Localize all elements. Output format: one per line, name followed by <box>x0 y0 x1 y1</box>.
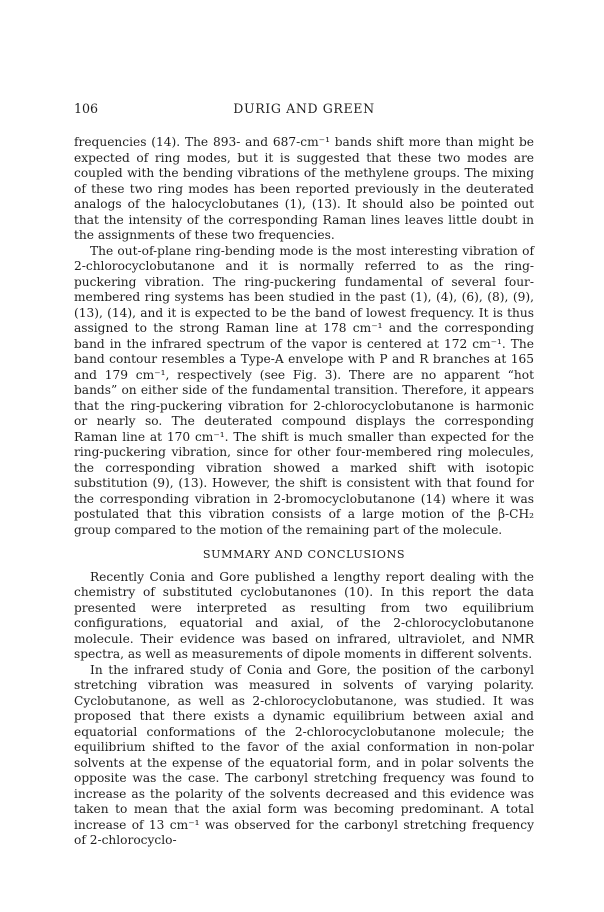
running-header <box>74 101 534 117</box>
page-number: 106 <box>74 101 99 116</box>
paragraph-infrared-study: In the infrared study of Conia and Gore, the position of the carbonyl stretching vibration was measured in solvents of varying polarity. Cyclobutanone, as well as 2-chlorocyclobutanone, was studied. It was proposed that there exists a dynamic equilibrium between axial and equatorial conformations of the 2-chlorocyclobutanone molecule; the equilibrium shifted to the favor of the axial conformation in non-polar solvents at the expense of the equatorial form, and in polar solvents the opposite was the case. The carbonyl stretching frequency was found to increase as the polarity of the solvents decreased and this evidence was taken to mean that the axial form was becoming predominant. A total increase of 13 cm⁻¹ was observed for the carbonyl stretching frequency of 2-chlorocyclo- <box>74 662 534 847</box>
paragraph-conia-gore-report: Recently Conia and Gore published a lengthy report dealing with the chemistry of substituted cyclobutanones (10). In this report the data presented were interpreted as resulting from two equilibrium configurations, equatorial and axial, of the 2-chlorocyclobutanone molecule. Their evidence was based on infrared, ultraviolet, and NMR spectra, as well as measurements of dipole moments in different solvents. <box>74 569 534 661</box>
paragraph-ring-puckering: The out-of-plane ring-bending mode is the most interesting vibration of 2-chlorocyclobutanone and it is normally referred to as the ring-puckering vibration. The ring-puckering fundamental of several four-membered ring systems has been studied in the past (1), (4), (6), (8), (9), (13), (14), and it is expected to be the band of lowest frequency. It is thus assigned to the strong Raman line at 178 cm⁻¹ and the corresponding band in the infrared spectrum of the vapor is centered at 172 cm⁻¹. The band contour resembles a Type-A envelope with P and R branches at 165 and 179 cm⁻¹, respectively (see Fig. 3). There are no apparent “hot bands” on either side of the fundamental transition. Therefore, it appears that the ring-puckering vibration for 2-chlorocyclobutanone is harmonic or nearly so. The deuterated compound displays the corresponding Raman line at 170 cm⁻¹. The shift is much smaller than expected for the ring-puckering vibration, since for other four-membered ring molecules, the corresponding vibration showed a marked shift with isotopic substitution (9), (13). However, the shift is consistent with that found for the corresponding vibration in 2-bromocyclobutanone (14) where it was postulated that this vibration consists of a large motion of the β-CH₂ group compared to the motion of the remaining part of the molecule. <box>74 243 534 537</box>
paragraph-ring-modes-continued: frequencies (14). The 893- and 687-cm⁻¹ bands shift more than might be expected of ring modes, but it is suggested that these two modes are coupled with the bending vibrations of the methylene groups. The mixing of these two ring modes has been reported previously in the deuterated analogs of the halocyclobutanes (1), (13). It should also be pointed out that the intensity of the corresponding Raman lines leaves little doubt in the assignments of these two frequencies. <box>74 135 534 242</box>
body-text <box>74 135 534 849</box>
running-head-authors: DURIG AND GREEN <box>233 101 375 116</box>
section-heading-summary: SUMMARY AND CONCLUSIONS <box>202 548 406 561</box>
